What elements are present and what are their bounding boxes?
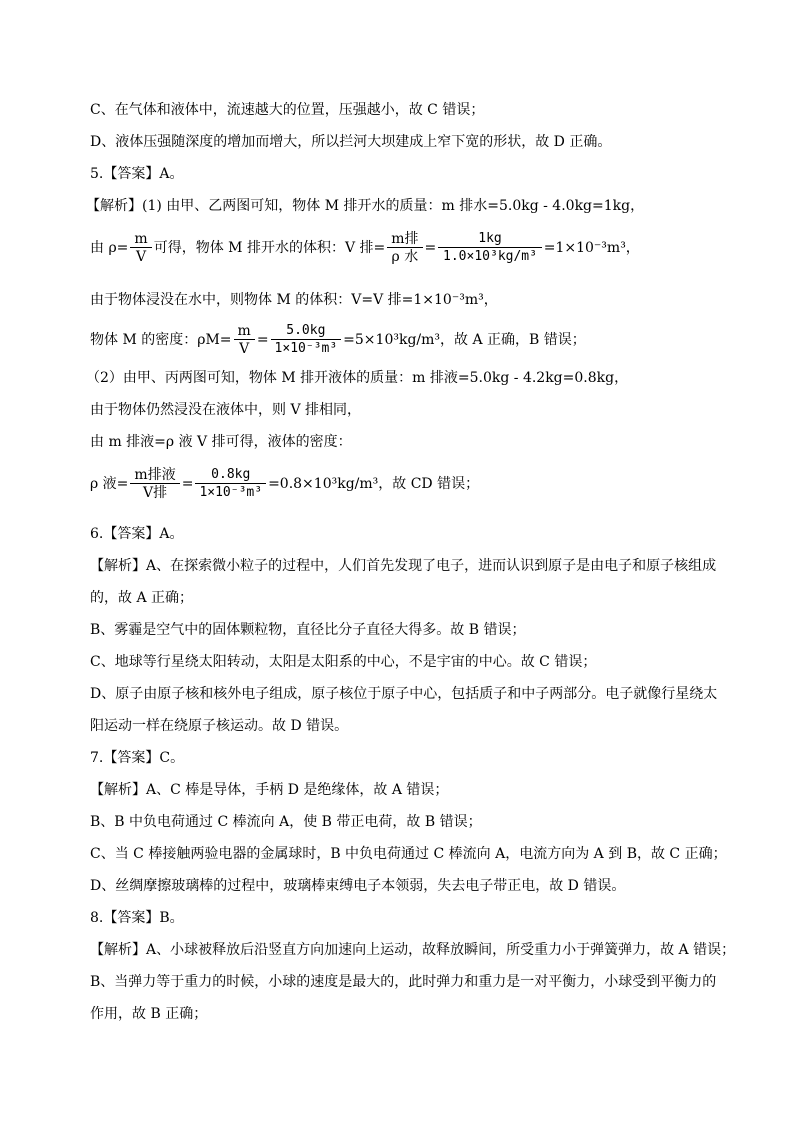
answer-heading: 8.【答案】B。: [90, 910, 184, 926]
denominator: 1×10⁻³m³: [274, 341, 338, 356]
text-line: B、B 中负电荷通过 C 棒流向 A，使 B 带正电荷，故 B 错误；: [90, 814, 482, 830]
numerator: 0.8kg: [195, 468, 266, 484]
text-line: 【解析】A、在探索微小粒子的过程中，人们首先发现了电子，进而认识到原子是由电子和原子核组成: [90, 558, 717, 574]
text-line: （2）由甲、丙两图可知，物体 M 排开液体的质量：m 排液=5.0kg - 4.2kg=0.8kg，: [86, 370, 629, 386]
text-line: D、丝绸摩擦玻璃棒的过程中，玻璃棒束缚电子本领弱，失去电子带正电，故 D 错误。: [90, 878, 626, 894]
text-line: C、当 C 棒接触两验电器的金属球时，B 中负电荷通过 C 棒流向 A，电流方向为 A 到 B，故 C 正确；: [90, 846, 727, 862]
numerator: m: [130, 232, 151, 248]
numerator: 5.0kg: [271, 324, 342, 340]
text-line: C、在气体和液体中，流速越大的位置，压强越小，故 C 错误；: [90, 102, 485, 118]
answer-heading: 6.【答案】A。: [90, 526, 184, 542]
denominator: ρ 水: [391, 249, 419, 265]
text-line: D、原子由原子核和核外电子组成，原子核位于原子中心，包括质子和中子两部分。电子就像行星绕太: [90, 686, 718, 702]
formula-text: =: [256, 332, 269, 348]
text-line: 【解析】A、C 棒是导体，手柄 D 是绝缘体，故 A 错误；: [90, 782, 449, 798]
formula-text: 物体 M 的密度：ρM=: [90, 332, 232, 348]
formula-text: =5×10³kg/m³，故 A 正确，B 错误；: [343, 332, 586, 348]
fraction: [195, 468, 266, 500]
formula-text: =: [181, 476, 194, 492]
formula-line-density-liquid: [90, 468, 479, 500]
fraction: [234, 324, 255, 356]
denominator: V: [136, 249, 147, 265]
denominator: 1×10⁻³m³: [199, 485, 263, 500]
fraction: [130, 468, 179, 500]
text-line: 的，故 A 正确；: [90, 590, 194, 606]
denominator: V: [239, 341, 250, 357]
text-line: D、液体压强随深度的增加而增大，所以拦河大坝建成上窄下宽的形状，故 D 正确。: [90, 134, 612, 150]
text-line: B、雾霾是空气中的固体颗粒物，直径比分子直径大得多。故 B 错误；: [90, 622, 526, 638]
fraction: [130, 232, 151, 264]
fraction: [438, 232, 541, 264]
numerator: m排液: [130, 468, 179, 484]
formula-text: 可得，物体 M 排开水的体积：V 排=: [153, 240, 386, 256]
formula-text: 由 ρ=: [90, 240, 129, 256]
numerator: m排: [387, 232, 422, 248]
denominator: 1.0×10³kg/m³: [443, 249, 537, 264]
numerator: 1kg: [438, 232, 541, 248]
formula-line-volume: [90, 232, 640, 264]
text-line: C、地球等行星绕太阳转动，太阳是太阳系的中心，不是宇宙的中心。故 C 错误；: [90, 654, 597, 670]
formula-text: ρ 液=: [90, 476, 129, 492]
answer-heading: 5.【答案】A。: [90, 166, 184, 182]
fraction: [271, 324, 342, 356]
formula-text: =: [424, 240, 437, 256]
denominator: V排: [143, 485, 168, 501]
text-line: B、当弹力等于重力的时候，小球的速度是最大的，此时弹力和重力是一对平衡力，小球受到平衡力的: [90, 974, 717, 990]
fraction: [387, 232, 422, 264]
formula-text: =0.8×10³kg/m³，故 CD 错误；: [268, 476, 480, 492]
text-line: 由 m 排液=ρ 液 V 排可得，液体的密度：: [90, 434, 352, 450]
numerator: m: [234, 324, 255, 340]
text-line: 阳运动一样在绕原子核运动。故 D 错误。: [90, 718, 349, 734]
text-line: 由于物体仍然浸没在液体中，则 V 排相同，: [90, 402, 362, 418]
text-line: 作用，故 B 正确；: [90, 1006, 208, 1022]
text-line: 【解析】(1) 由甲、乙两图可知，物体 M 排开水的质量：m 排水=5.0kg - 4.0kg=1kg，: [86, 198, 645, 214]
formula-line-density-m: [90, 324, 586, 356]
answer-heading: 7.【答案】C。: [90, 750, 185, 766]
text-line: 由于物体浸没在水中，则物体 M 的体积：V=V 排=1×10⁻³m³，: [90, 292, 498, 308]
text-line: 【解析】A、小球被释放后沿竖直方向加速向上运动，故释放瞬间，所受重力小于弹簧弹力，故 A 错误；: [90, 942, 736, 958]
formula-text: =1×10⁻³m³，: [543, 240, 640, 256]
